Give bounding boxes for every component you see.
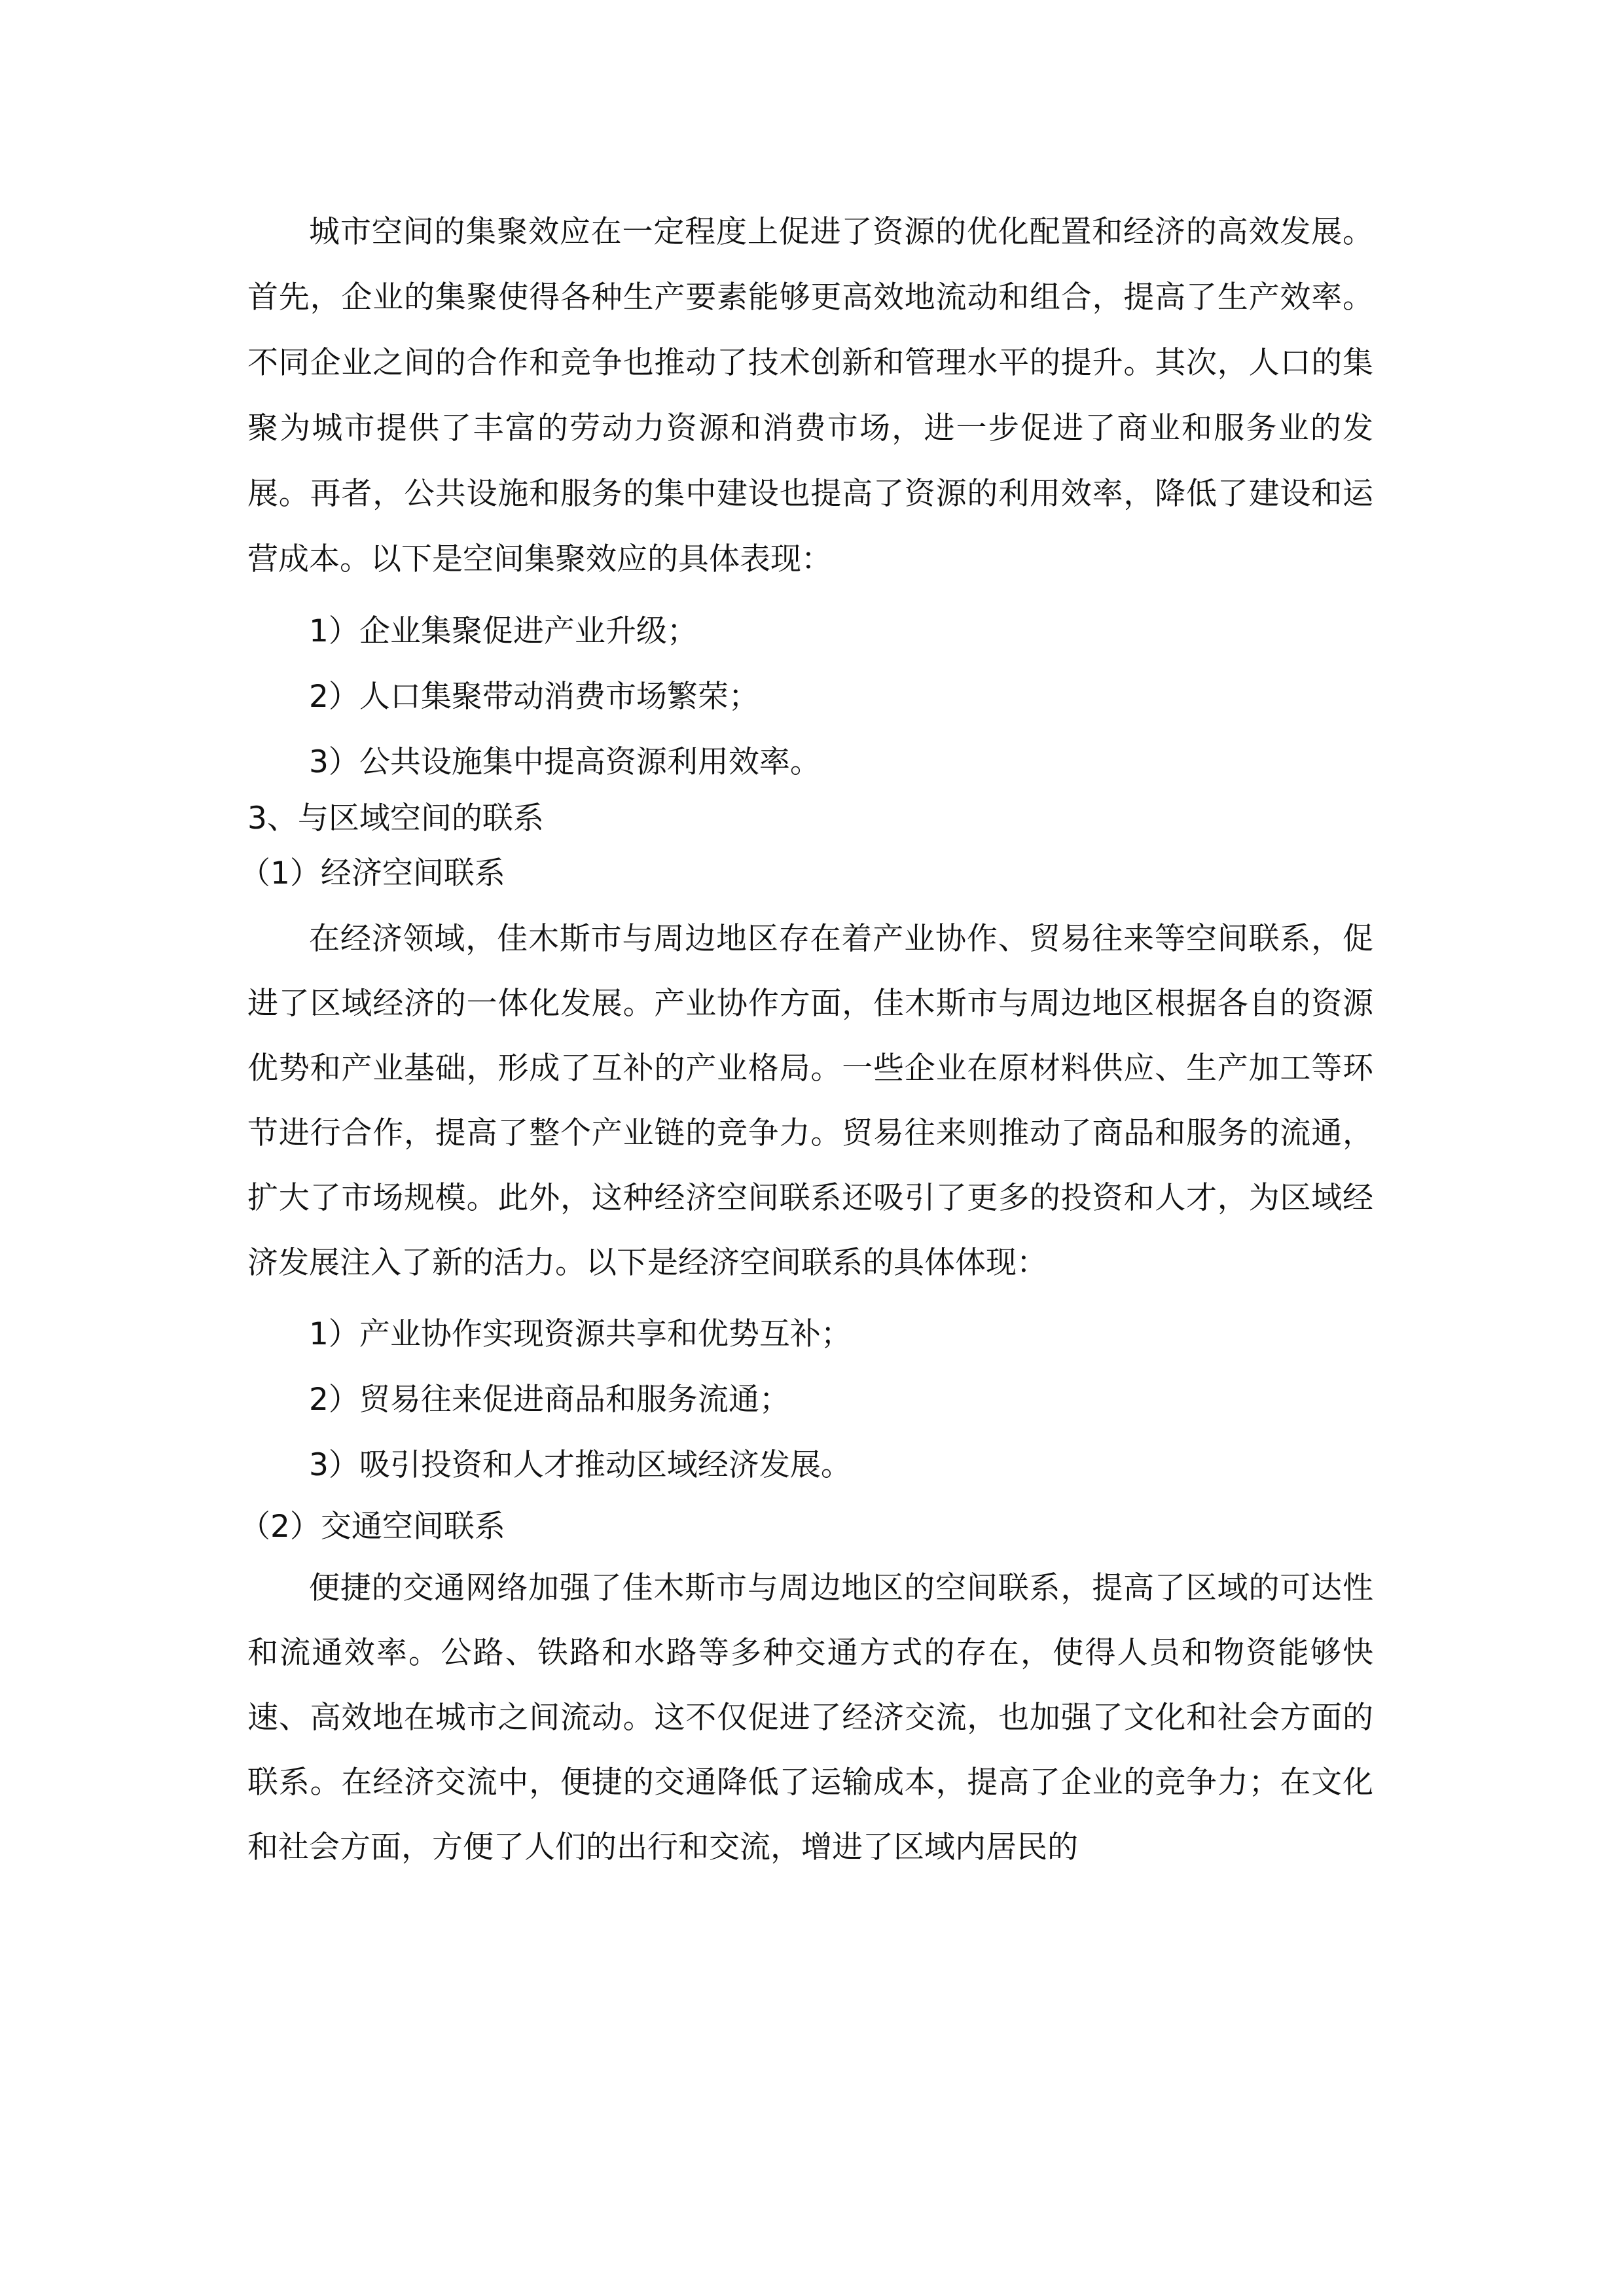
paragraph-agglomeration-effect: 城市空间的集聚效应在一定程度上促进了资源的优化配置和经济的高效发展。首先，企业的集聚使得各种生产要素能够更高效地流动和组合，提高了生产效率。不同企业之间的合作和竞争也推动了技术创新和管理水平的提升。其次，人口的集聚为城市提供了丰富的劳动力资源和消费市场，进一步促进了商业和服务业的发展。再者，公共设施和服务的集中建设也提高了资源的利用效率，降低了建设和运营成本。以下是空间集聚效应的具体表现： [247, 214, 1373, 577]
document-body [240, 200, 1373, 1880]
subsection-heading-transport: （2）交通空间联系 [240, 1509, 505, 1545]
list-item: 3）公共设施集中提高资源利用效率。 [309, 744, 821, 780]
section-heading-regional-links: 3、与区域空间的联系 [247, 800, 544, 836]
list-item: 1）企业集聚促进产业升级； [309, 613, 698, 649]
list-item: 3）吸引投资和人才推动区域经济发展。 [309, 1447, 852, 1483]
paragraph-transport-links: 便捷的交通网络加强了佳木斯市与周边地区的空间联系，提高了区域的可达性和流通效率。公路、铁路和水路等多种交通方式的存在，使得人员和物资能够快速、高效地在城市之间流动。这不仅促进了经济交流，也加强了文化和社会方面的联系。在经济交流中，便捷的交通降低了运输成本，提高了企业的竞争力；在文化和社会方面，方便了人们的出行和交流，增进了区域内居民的 [247, 1570, 1373, 1865]
list-item: 2）贸易往来促进商品和服务流通； [309, 1382, 790, 1418]
list-item: 2）人口集聚带动消费市场繁荣； [309, 679, 759, 715]
list-item: 1）产业协作实现资源共享和优势互补； [309, 1316, 852, 1352]
subsection-heading-economic: （1）经济空间联系 [240, 855, 505, 891]
paragraph-economic-links: 在经济领域，佳木斯市与周边地区存在着产业协作、贸易往来等空间联系，促进了区域经济的一体化发展。产业协作方面，佳木斯市与周边地区根据各自的资源优势和产业基础，形成了互补的产业格局。一些企业在原材料供应、生产加工等环节进行合作，提高了整个产业链的竞争力。贸易往来则推动了商品和服务的流通，扩大了市场规模。此外，这种经济空间联系还吸引了更多的投资和人才，为区域经济发展注入了新的活力。以下是经济空间联系的具体体现： [247, 921, 1373, 1281]
